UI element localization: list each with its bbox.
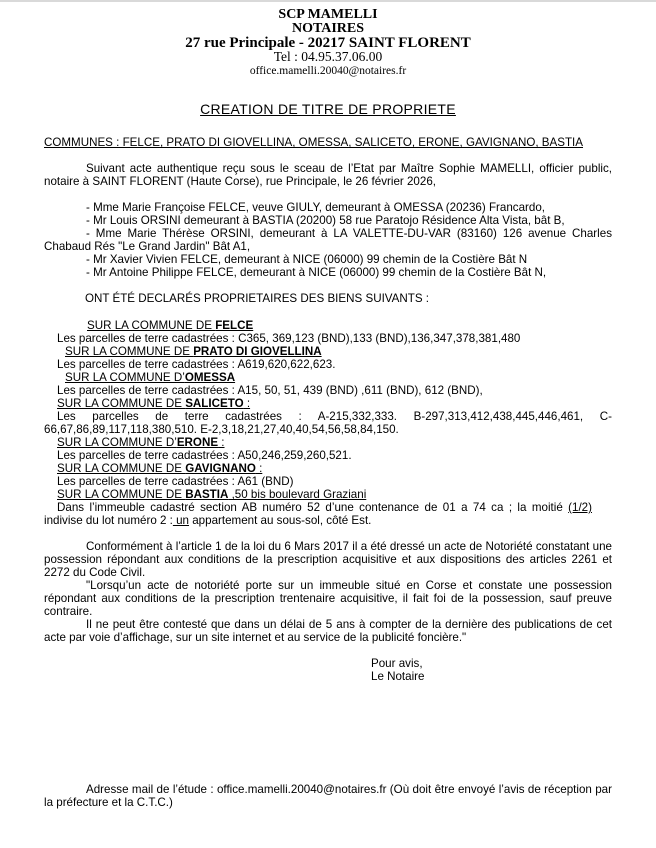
- commune-name: FELCE: [215, 319, 254, 332]
- legal-paragraph: Il ne peut être contesté que dans un délai de 5 ans à compter de la dernière des publications de cet acte par voie d’affichage, sur un site internet et au service de la publicité foncière.": [44, 618, 612, 644]
- firm-email: office.mamelli.20040@notaires.fr: [249, 65, 407, 77]
- section-header-text: [57, 488, 366, 501]
- fraction-underlined: (1/2): [568, 501, 592, 514]
- section-header-text: [87, 319, 253, 332]
- section-suffix: :: [243, 397, 251, 410]
- communes-line: COMMUNES : FELCE, PRATO DI GIOVELLINA, OMESSA, SALICETO, ERONE, GAVIGNANO, BASTIA: [44, 136, 584, 149]
- section-suffix: ,50 bis boulevard Graziani: [228, 488, 367, 501]
- footer-paragraph: Adresse mail de l’étude : office.mamelli.20040@notaires.fr (Où doit être envoyé l’avis de réception par la préfecture et la C.T.C.): [44, 783, 612, 809]
- commune-name: ERONE: [176, 436, 219, 449]
- signoff-le-notaire: Le Notaire: [371, 670, 425, 683]
- firm-address: 27 rue Principale - 20217 SAINT FLORENT: [185, 35, 471, 51]
- party-item: - Mme Marie Thérèse ORSINI, demeurant à LA VALETTE-DU-VAR (83160) 126 avenue Charles Chabaud Rés "Le Grand Jardin" Bât A1,: [44, 227, 612, 253]
- signoff-block: [371, 657, 612, 683]
- party-item: - Mr Xavier Vivien FELCE, demeurant à NICE (06000) 99 chemin de la Costière Bât N: [86, 253, 528, 266]
- firm-phone: Tel : 04.95.37.06.00: [273, 49, 383, 64]
- bastia-detail-paragraph: [44, 501, 612, 527]
- document-page: [0, 2, 656, 809]
- firm-name: SCP MAMELLI: [278, 7, 378, 22]
- sections-list: [44, 319, 612, 527]
- section-header-text: [57, 436, 225, 449]
- section-prefix: SUR LA COMMUNE DE: [65, 345, 194, 358]
- signoff-pour-avis: Pour avis,: [371, 657, 423, 670]
- section-header-saliceto: [44, 397, 612, 410]
- section-header-text: [65, 371, 235, 384]
- legal-paragraph: Conformément à l’article 1 de la loi du 6 Mars 2017 il a été dressé un acte de Notoriété constatant une possession répondant aux conditions de la prescription acquisitive et aux dispositions des articles 2261 et 2272 du Code Civil.: [44, 540, 612, 579]
- party-item: - Mme Marie Françoise FELCE, veuve GIULY, demeurant à OMESSA (20236) Francardo,: [86, 201, 545, 214]
- document-title-text: CREATION DE TITRE DE PROPRIETE: [200, 101, 456, 117]
- legal-paragraph: "Lorsqu’un acte de notoriété porte sur un immeuble situé en Corse et constate une possession répondant aux conditions de la prescription trentenaire acquisitive, il fait foi de la possession, sauf preuve contraire.: [44, 579, 612, 618]
- parcels-line: Les parcelles de terre cadastrées : A619,620,622,623.: [57, 358, 336, 371]
- commune-name: PRATO DI GIOVELLINA: [193, 345, 322, 358]
- bastia-detail-text: appartement au sous-sol, côté Est.: [189, 514, 372, 527]
- section-prefix: SUR LA COMMUNE DE: [57, 488, 186, 501]
- underlined-word: un: [172, 514, 190, 527]
- section-prefix: SUR LA COMMUNE DE: [57, 462, 186, 475]
- parties-list: [44, 201, 612, 279]
- commune-name: SALICETO: [185, 397, 244, 410]
- section-header-erone: [44, 436, 612, 449]
- intro-paragraph: Suivant acte authentique reçu sous le sceau de l’Etat par Maître Sophie MAMELLI, officier public, notaire à SAINT FLORENT (Haute Corse), rue Principale, le 26 février 2026,: [44, 162, 612, 188]
- bastia-detail-text: Dans l’immeuble cadastré section AB numéro 52 d’une contenance de 01 a 74 ca ; la moitié: [57, 501, 569, 514]
- parcels-line: Les parcelles de terre cadastrées : A61 (BND): [57, 475, 294, 488]
- document-title: [44, 102, 612, 117]
- parcels-line: Les parcelles de terre cadastrées : A15, 50, 51, 439 (BND) ,611 (BND), 612 (BND),: [57, 384, 483, 397]
- commune-name: OMESSA: [184, 371, 236, 384]
- section-prefix: SUR LA COMMUNE DE: [87, 319, 216, 332]
- section-suffix: :: [218, 436, 225, 449]
- section-suffix: :: [255, 462, 263, 475]
- section-header-text: [57, 397, 250, 410]
- letterhead: [44, 8, 612, 78]
- party-item: - Mr Antoine Philippe FELCE, demeurant à NICE (06000) 99 chemin de la Costière Bât N,: [86, 266, 547, 279]
- parcels-line: Les parcelles de terre cadastrées : A50,246,259,260,521.: [57, 449, 352, 462]
- commune-name: BASTIA: [185, 488, 229, 501]
- section-header-bastia: [44, 488, 612, 501]
- section-header-prato: [44, 345, 612, 358]
- parcels-line: Les parcelles de terre cadastrées : C365, 369,123 (BND),133 (BND),136,347,378,381,480: [57, 332, 521, 345]
- section-header-text: [65, 345, 322, 358]
- party-item: - Mr Louis ORSINI demeurant à BASTIA (20200) 58 rue Paratojo Résidence Alta Vista, bât B,: [86, 214, 565, 227]
- bastia-detail-text: indivise du lot numéro 2 :: [44, 514, 173, 527]
- section-header-omessa: [44, 371, 612, 384]
- section-header-felce: [44, 319, 612, 332]
- section-header-gavignano: [44, 462, 612, 475]
- parcels-line: Les parcelles de terre cadastrées : A-215,332,333. B-297,313,412,438,445,446,461, C-66,67,86,89,117,118,380,510. E-2,3,18,21,27,40,40,54,56,58,84,150.: [44, 410, 612, 436]
- section-header-text: [57, 462, 262, 475]
- declaration-line: ONT ÉTÉ DECLARÉS PROPRIETAIRES DES BIENS SUIVANTS :: [85, 292, 430, 305]
- section-prefix: SUR LA COMMUNE D’: [65, 371, 185, 384]
- section-prefix: SUR LA COMMUNE DE: [57, 397, 186, 410]
- section-prefix: SUR LA COMMUNE D’: [57, 436, 177, 449]
- commune-name: GAVIGNANO: [185, 462, 256, 475]
- firm-type: NOTAIRES: [291, 21, 365, 36]
